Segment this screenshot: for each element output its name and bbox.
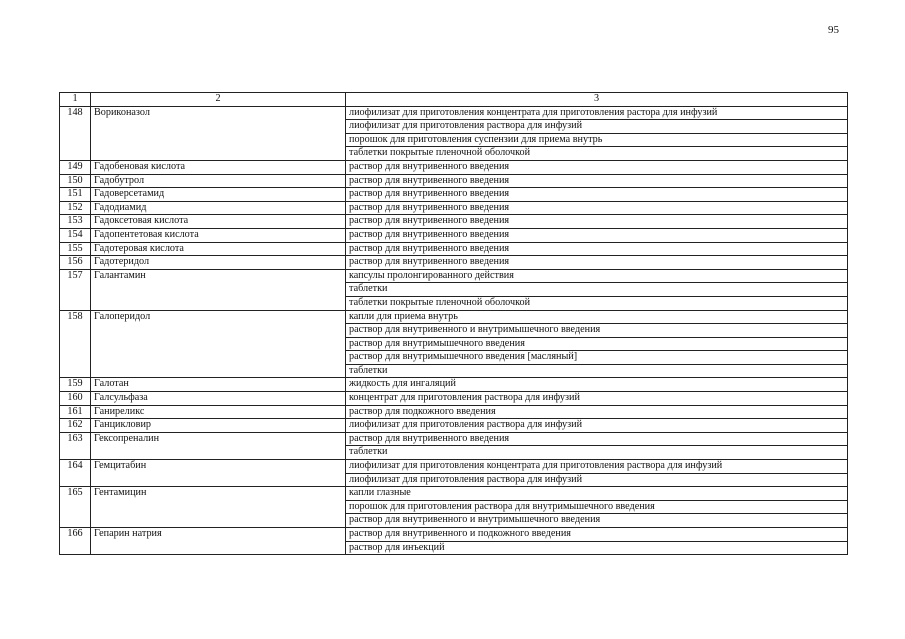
- dosage-form: концентрат для приготовления раствора для инфузий: [346, 392, 848, 406]
- drug-name: Гепарин натрия: [91, 528, 346, 555]
- drug-name: Галсульфаза: [91, 392, 346, 406]
- drug-name: Ганцикловир: [91, 419, 346, 433]
- dosage-form: раствор для внутривенного введения: [346, 201, 848, 215]
- table-row: [60, 405, 848, 419]
- table-row: [60, 228, 848, 242]
- table-row: [60, 215, 848, 229]
- dosage-form: раствор для внутривенного введения: [346, 432, 848, 446]
- dosage-form: таблетки: [346, 364, 848, 378]
- drug-name: Вориконазол: [91, 106, 346, 160]
- table-row: [60, 432, 848, 446]
- dosage-form: лиофилизат для приготовления раствора для инфузий: [346, 473, 848, 487]
- row-number: 155: [60, 242, 91, 256]
- drug-name: Галантамин: [91, 269, 346, 310]
- row-number: 156: [60, 256, 91, 270]
- dosage-form: лиофилизат для приготовления раствора для инфузий: [346, 120, 848, 134]
- table-row: [60, 392, 848, 406]
- table-row: [60, 256, 848, 270]
- dosage-form: лиофилизат для приготовления концентрата для приготовления растора для инфузий: [346, 106, 848, 120]
- drug-name: Гентамицин: [91, 487, 346, 528]
- header-col-1: 1: [60, 93, 91, 107]
- drug-name: Гадоксетовая кислота: [91, 215, 346, 229]
- header-col-2: 2: [91, 93, 346, 107]
- drug-name: Гексопреналин: [91, 432, 346, 459]
- dosage-form: раствор для внутримышечного введения: [346, 337, 848, 351]
- row-number: 165: [60, 487, 91, 528]
- dosage-form: раствор для внутривенного и внутримышечного введения: [346, 514, 848, 528]
- dosage-form: капли для приема внутрь: [346, 310, 848, 324]
- dosage-form: раствор для внутривенного введения: [346, 228, 848, 242]
- table-row: [60, 487, 848, 501]
- table-row: [60, 528, 848, 542]
- dosage-form: капсулы пролонгированного действия: [346, 269, 848, 283]
- dosage-form: раствор для внутривенного введения: [346, 256, 848, 270]
- header-col-3: 3: [346, 93, 848, 107]
- row-number: 159: [60, 378, 91, 392]
- dosage-form: таблетки: [346, 446, 848, 460]
- table-row: [60, 201, 848, 215]
- row-number: 166: [60, 528, 91, 555]
- drug-name: Гадобеновая кислота: [91, 160, 346, 174]
- dosage-form: раствор для внутривенного введения: [346, 215, 848, 229]
- drug-name: Гадопентетовая кислота: [91, 228, 346, 242]
- dosage-form: таблетки: [346, 283, 848, 297]
- drug-name: Гадоверсетамид: [91, 188, 346, 202]
- table-body: [60, 93, 848, 555]
- table-row: [60, 242, 848, 256]
- row-number: 161: [60, 405, 91, 419]
- dosage-form: раствор для подкожного введения: [346, 405, 848, 419]
- dosage-form: раствор для инъекций: [346, 541, 848, 555]
- table-row: [60, 160, 848, 174]
- table-header-row: [60, 93, 848, 107]
- dosage-form: лиофилизат для приготовления раствора для инфузий: [346, 419, 848, 433]
- table-row: [60, 188, 848, 202]
- dosage-form: раствор для внутривенного и внутримышечного введения: [346, 324, 848, 338]
- table-row: [60, 106, 848, 120]
- table-row: [60, 269, 848, 283]
- dosage-form: лиофилизат для приготовления концентрата для приготовления раствора для инфузий: [346, 460, 848, 474]
- row-number: 163: [60, 432, 91, 459]
- dosage-form: таблетки покрытые пленочной оболочкой: [346, 147, 848, 161]
- dosage-form: раствор для внутривенного введения: [346, 188, 848, 202]
- row-number: 150: [60, 174, 91, 188]
- drug-name: Галоперидол: [91, 310, 346, 378]
- table-row: [60, 310, 848, 324]
- row-number: 153: [60, 215, 91, 229]
- table-row: [60, 419, 848, 433]
- dosage-form: раствор для внутривенного и подкожного введения: [346, 528, 848, 542]
- row-number: 158: [60, 310, 91, 378]
- drug-name: Гадобутрол: [91, 174, 346, 188]
- dosage-form: раствор для внутривенного введения: [346, 160, 848, 174]
- drug-name: Гемцитабин: [91, 460, 346, 487]
- row-number: 160: [60, 392, 91, 406]
- dosage-form: раствор для внутривенного введения: [346, 242, 848, 256]
- dosage-form: порошок для приготовления суспензии для приема внутрь: [346, 133, 848, 147]
- drug-name: Галотан: [91, 378, 346, 392]
- page-number: 95: [828, 24, 839, 36]
- drug-name: Ганиреликс: [91, 405, 346, 419]
- table-row: [60, 460, 848, 474]
- table-row: [60, 174, 848, 188]
- dosage-form: таблетки покрытые пленочной оболочкой: [346, 296, 848, 310]
- dosage-form: порошок для приготовления раствора для внутримышечного введения: [346, 500, 848, 514]
- drug-name: Гадодиамид: [91, 201, 346, 215]
- dosage-form: раствор для внутримышечного введения [масляный]: [346, 351, 848, 365]
- row-number: 157: [60, 269, 91, 310]
- drug-name: Гадотеровая кислота: [91, 242, 346, 256]
- row-number: 148: [60, 106, 91, 160]
- row-number: 164: [60, 460, 91, 487]
- table-row: [60, 378, 848, 392]
- dosage-form: жидкость для ингаляций: [346, 378, 848, 392]
- drug-table: [59, 92, 848, 555]
- dosage-form: раствор для внутривенного введения: [346, 174, 848, 188]
- row-number: 151: [60, 188, 91, 202]
- row-number: 162: [60, 419, 91, 433]
- row-number: 149: [60, 160, 91, 174]
- drug-name: Гадотеридол: [91, 256, 346, 270]
- row-number: 154: [60, 228, 91, 242]
- dosage-form: капли глазные: [346, 487, 848, 501]
- row-number: 152: [60, 201, 91, 215]
